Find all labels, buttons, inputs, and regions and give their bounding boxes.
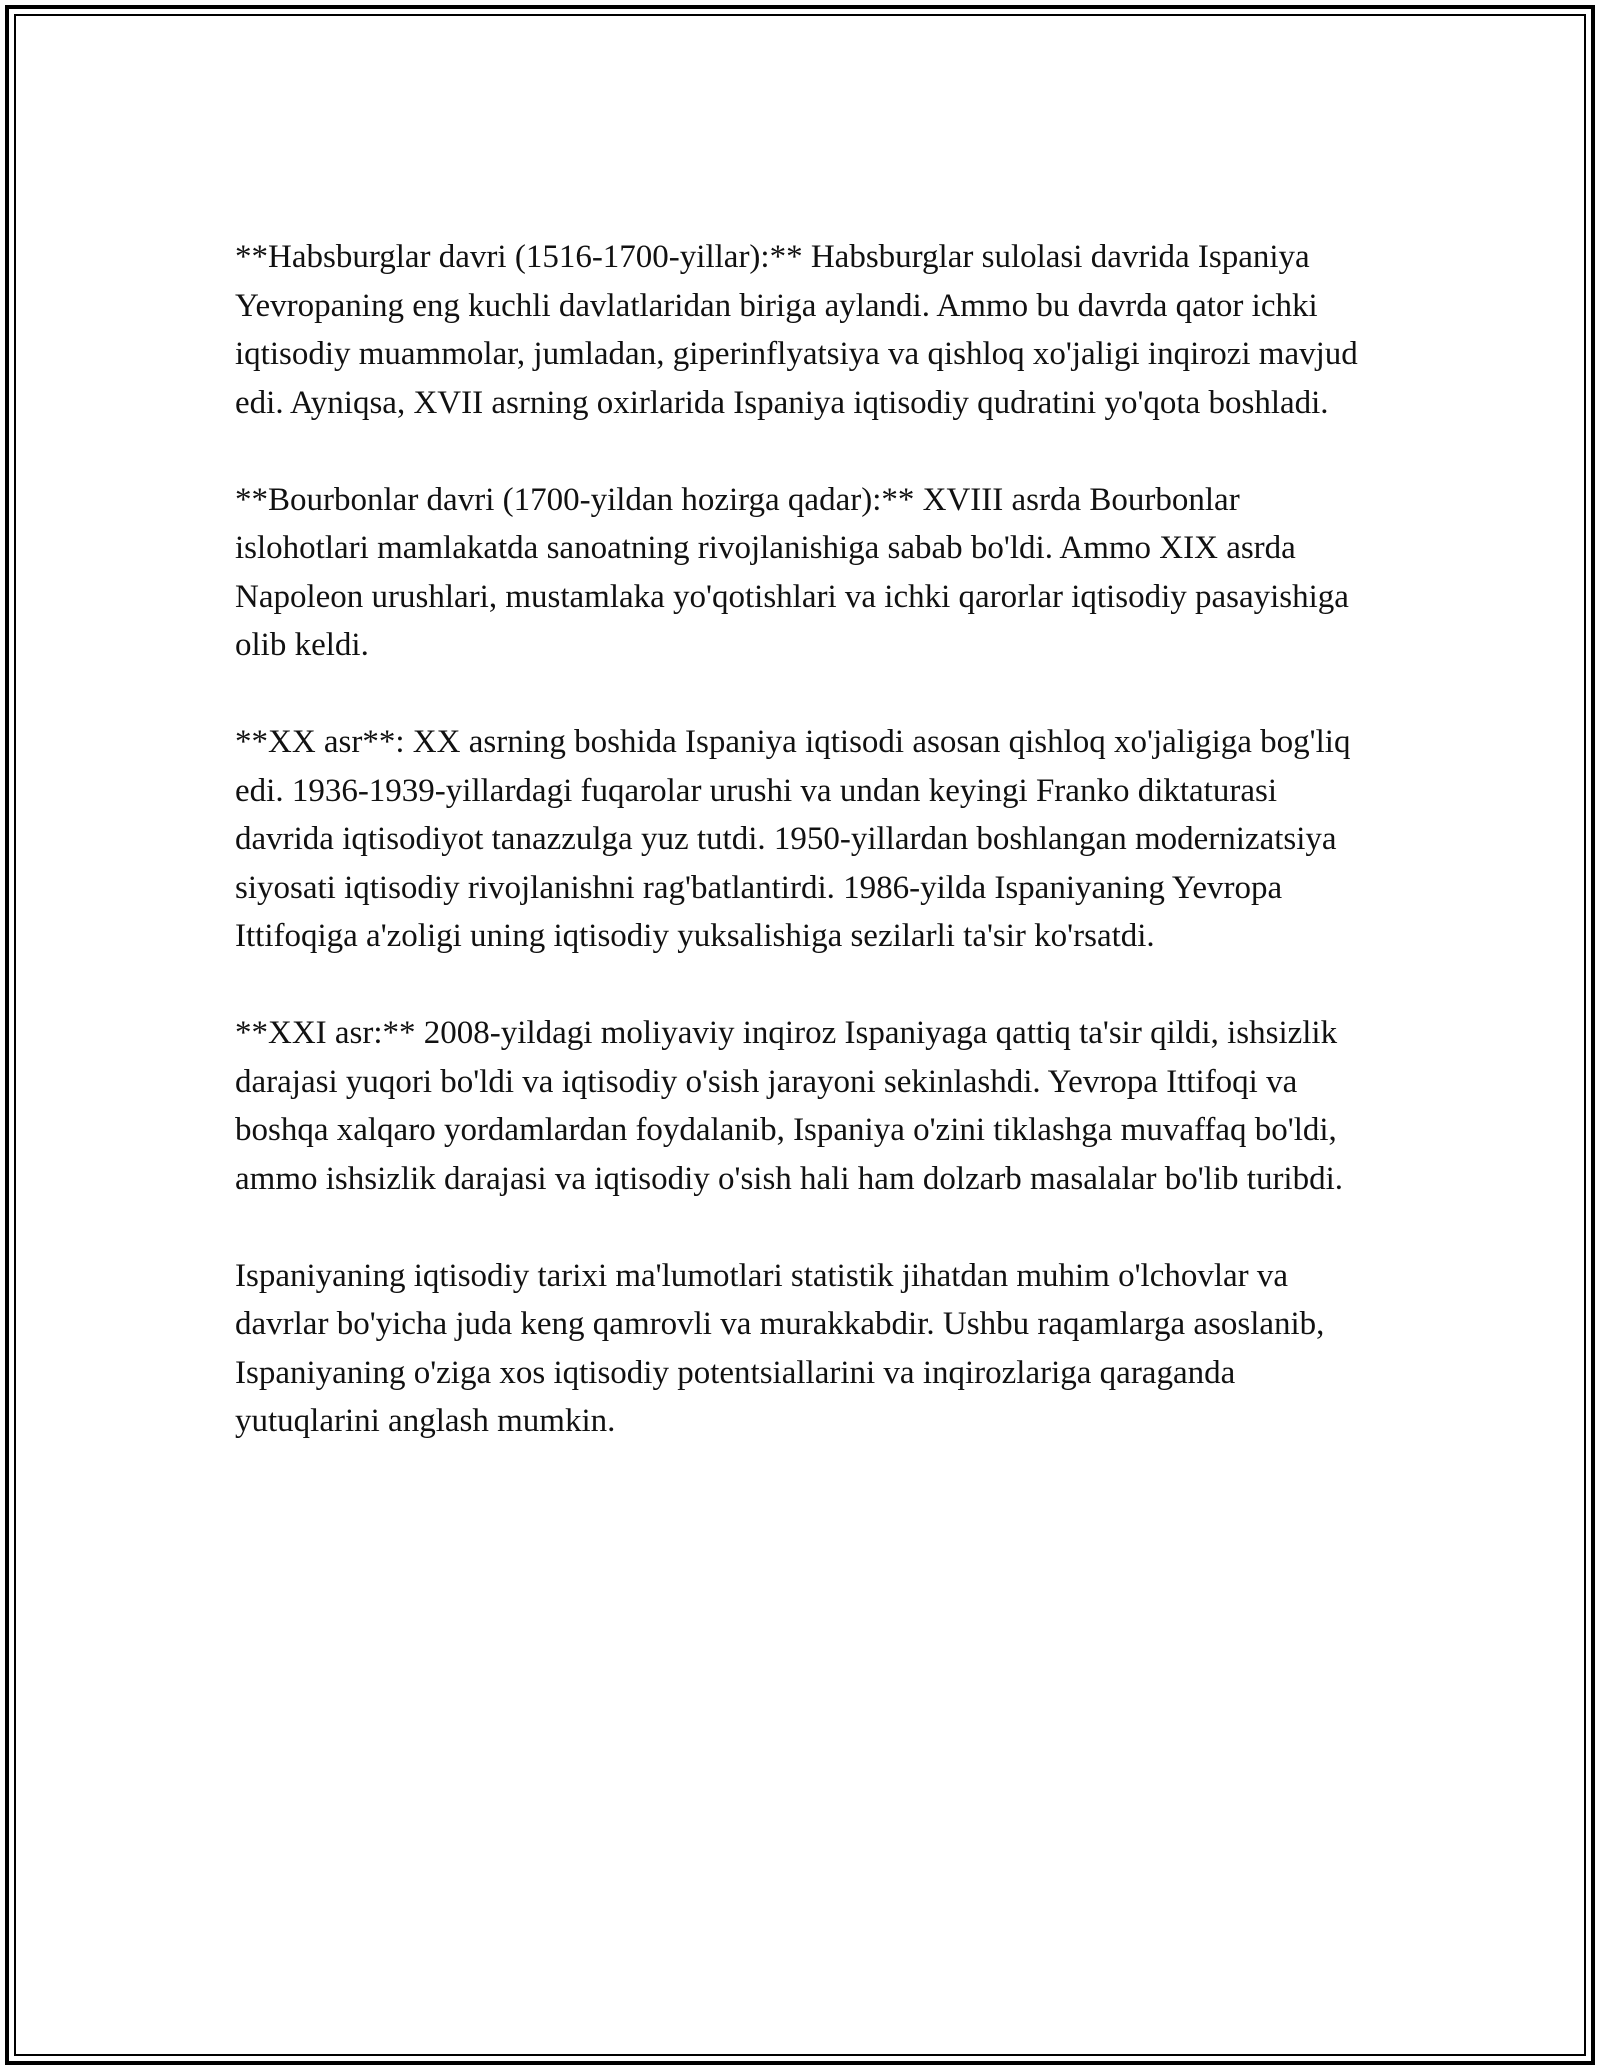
paragraph-habsburg-era: **Habsburglar davri (1516-1700-yillar):** Habsburglar sulolasi davrida Ispaniya Yevropaning eng kuchli davlatlaridan biriga aylandi. Ammo bu davrda qator ichki iqtisodiy muammolar, jumladan, giperinflyatsiya va qishloq xo'jaligi inqirozi mavjud edi. Ayniqsa, XVII asrning oxirlarida Ispaniya iqtisodiy qudratini yo'qota boshladi. [235,239,1358,421]
document-body [235,233,1375,1494]
paragraph-conclusion: Ispaniyaning iqtisodiy tarixi ma'lumotlari statistik jihatdan muhim o'lchovlar va davrlar bo'yicha juda keng qamrovli va murakkabdir. Ushbu raqamlarga asoslanib, Ispaniyaning o'ziga xos iqtisodiy potentsiallarini va inqirozlariga qaraganda yutuqlarini anglash mumkin. [235,1257,1325,1439]
paragraph-21st-century: **XXI asr:** 2008-yildagi moliyaviy inqiroz Ispaniyaga qattiq ta'sir qildi, ishsizlik darajasi yuqori bo'ldi va iqtisodiy o'sish jarayoni sekinlashdi. Yevropa Ittifoqi va boshqa xalqaro yordamlardan foydalanib, Ispaniya o'zini tiklashga muvaffaq bo'ldi, ammo ishsizlik darajasi va iqtisodiy o'sish hali ham dolzarb masalalar bo'lib turibdi. [235,1015,1344,1197]
paragraph-bourbon-era: **Bourbonlar davri (1700-yildan hozirga qadar):** XVIII asrda Bourbonlar islohotlari mamlakatda sanoatning rivojlanishiga sabab bo'ldi. Ammo XIX asrda Napoleon urushlari, mustamlaka yo'qotishlari va ichki qarorlar iqtisodiy pasayishiga olib keldi. [235,481,1349,663]
paragraph-20th-century: **XX asr**: XX asrning boshida Ispaniya iqtisodi asosan qishloq xo'jaligiga bog'liq edi. 1936-1939-yillardagi fuqarolar urushi va undan keyingi Franko diktaturasi davrida iqtisodiyot tanazzulga yuz tutdi. 1950-yillardan boshlangan modernizatsiya siyosati iqtisodiy rivojlanishni rag'batlantirdi. 1986-yilda Ispaniyaning Yevropa Ittifoqiga a'zoligi uning iqtisodiy yuksalishiga sezilarli ta'sir ko'rsatdi. [235,724,1351,954]
